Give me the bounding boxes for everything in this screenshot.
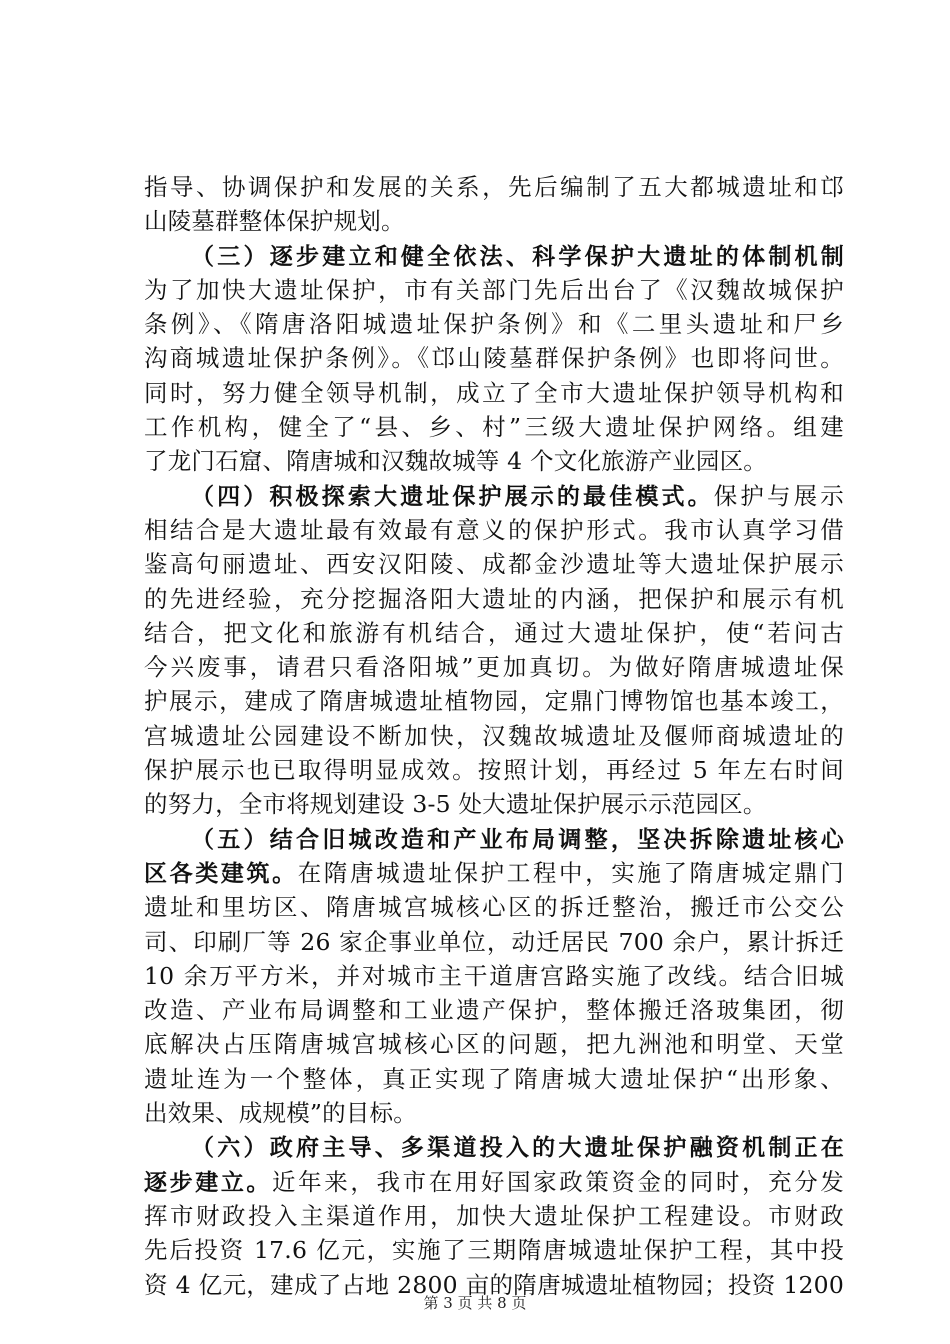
text-line xyxy=(144,479,844,513)
text-line xyxy=(144,856,844,890)
text-line xyxy=(144,959,844,993)
body-text-run: 的先进经验，充分挖掘洛阳大遗址的内涵，把保护和展示有机 xyxy=(144,584,844,613)
body-text-run: 在隋唐城遗址保护工程中，实施了隋唐城定鼎门 xyxy=(297,858,844,887)
page-footer: 第 3 页 共 8 页 xyxy=(423,1294,527,1312)
body-text-run: 保护与展示 xyxy=(713,481,844,510)
heading-text: （五）结合旧城改造和产业布局调整，坚决拆除遗址核心 xyxy=(191,826,844,853)
text-line xyxy=(144,787,844,821)
body-text-run: 今兴废事，请君只看洛阳城”更加真切。为做好隋唐城遗址保 xyxy=(144,653,844,682)
body-text-run: 沟商城遗址保护条例》。《邙山陵墓群保护条例》也即将问世。 xyxy=(144,344,844,373)
text-line xyxy=(144,582,844,616)
text-line xyxy=(144,650,844,684)
body-text-run: 保护展示也已取得明显成效。按照计划，再经过 5 年左右时间 xyxy=(144,756,844,785)
text-line xyxy=(144,1165,844,1199)
text-line xyxy=(144,1096,844,1130)
body-text-run: 底解决占压隋唐城宫城核心区的问题，把九洲池和明堂、天堂 xyxy=(144,1030,844,1059)
text-line xyxy=(144,1027,844,1061)
text-line xyxy=(144,376,844,410)
text-line xyxy=(144,307,844,341)
text-line xyxy=(144,170,844,204)
text-line xyxy=(144,719,844,753)
text-line xyxy=(144,822,844,856)
text-line xyxy=(144,1199,844,1233)
text-line xyxy=(144,273,844,307)
body-text-run: 遗址连为一个整体，真正实现了隋唐城大遗址保护“出形象、 xyxy=(144,1064,844,1093)
text-line xyxy=(144,547,844,581)
body-text-run: 工作机构，健全了“县、乡、村”三级大遗址保护网络。组建 xyxy=(144,413,844,442)
body-text-run: 山陵墓群整体保护规划。 xyxy=(144,207,405,236)
heading-text: （三）逐步建立和健全依法、科学保护大遗址的体制机制 xyxy=(191,243,844,270)
body-text-run: 近年来，我市在用好国家政策资金的同时，充分发 xyxy=(272,1167,845,1196)
text-line xyxy=(144,444,844,478)
text-line xyxy=(144,616,844,650)
text-line xyxy=(144,341,844,375)
body-text-run: 相结合是大遗址最有效最有意义的保护形式。我市认真学习借 xyxy=(144,515,844,544)
text-line xyxy=(144,1062,844,1096)
body-text-run: 同时，努力健全领导机制，成立了全市大遗址保护领导机构和 xyxy=(144,378,844,407)
text-line xyxy=(144,204,844,238)
body-text-run: 出效果、成规模”的目标。 xyxy=(144,1099,417,1128)
text-line xyxy=(144,684,844,718)
heading-text: （四）积极探索大遗址保护展示的最佳模式。 xyxy=(191,483,714,510)
text-line xyxy=(144,925,844,959)
text-line xyxy=(144,1233,844,1267)
heading-text: 逐步建立。 xyxy=(144,1169,273,1196)
body-text-run: 了龙门石窟、隋唐城和汉魏故城等 4 个文化旅游产业园区。 xyxy=(144,447,767,476)
text-line xyxy=(144,993,844,1027)
heading-text: 区各类建筑。 xyxy=(144,860,298,887)
body-text-run: 司、印刷厂等 26 家企事业单位，动迁居民 700 余户，累计拆迁 xyxy=(144,927,844,956)
body-text-run: 的努力，全市将规划建设 3-5 处大遗址保护展示示范园区。 xyxy=(144,790,767,819)
body-text-run: 护展示，建成了隋唐城遗址植物园，定鼎门博物馆也基本竣工， xyxy=(144,687,844,716)
heading-text: （六）政府主导、多渠道投入的大遗址保护融资机制正在 xyxy=(191,1135,844,1162)
text-line xyxy=(144,890,844,924)
body-text-run: 改造、产业布局调整和工业遗产保护，整体搬迁洛玻集团，彻 xyxy=(144,996,844,1025)
body-text xyxy=(144,170,844,1302)
text-line xyxy=(144,239,844,273)
body-text-run: 宫城遗址公园建设不断加快，汉魏故城遗址及偃师商城遗址的 xyxy=(144,721,844,750)
body-text-run: 挥市财政投入主渠道作用，加快大遗址保护工程建设。市财政 xyxy=(144,1201,844,1230)
body-text-run: 指导、协调保护和发展的关系，先后编制了五大都城遗址和邙 xyxy=(144,173,844,201)
body-text-run: 遗址和里坊区、隋唐城宫城核心区的拆迁整治，搬迁市公交公 xyxy=(144,893,844,922)
body-text-run: 结合，把文化和旅游有机结合，通过大遗址保护，使“若问古 xyxy=(144,618,844,647)
text-line xyxy=(144,1130,844,1164)
text-line xyxy=(144,753,844,787)
text-line xyxy=(144,513,844,547)
body-text-run: 为了加快大遗址保护，市有关部门先后出台了《汉魏故城保护 xyxy=(144,275,844,304)
text-line xyxy=(144,410,844,444)
body-text-run: 资 4 亿元，建成了占地 2800 亩的隋唐城遗址植物园；投资 1200 xyxy=(144,1270,844,1299)
body-text-run: 10 余万平方米，并对城市主干道唐宫路实施了改线。结合旧城 xyxy=(144,961,845,990)
body-text-run: 条例》、《隋唐洛阳城遗址保护条例》和《二里头遗址和尸乡 xyxy=(144,310,844,339)
body-text-run: 鉴高句丽遗址、西安汉阳陵、成都金沙遗址等大遗址保护展示 xyxy=(144,550,844,579)
body-text-run: 先后投资 17.6 亿元，实施了三期隋唐城遗址保护工程，其中投 xyxy=(144,1236,844,1265)
